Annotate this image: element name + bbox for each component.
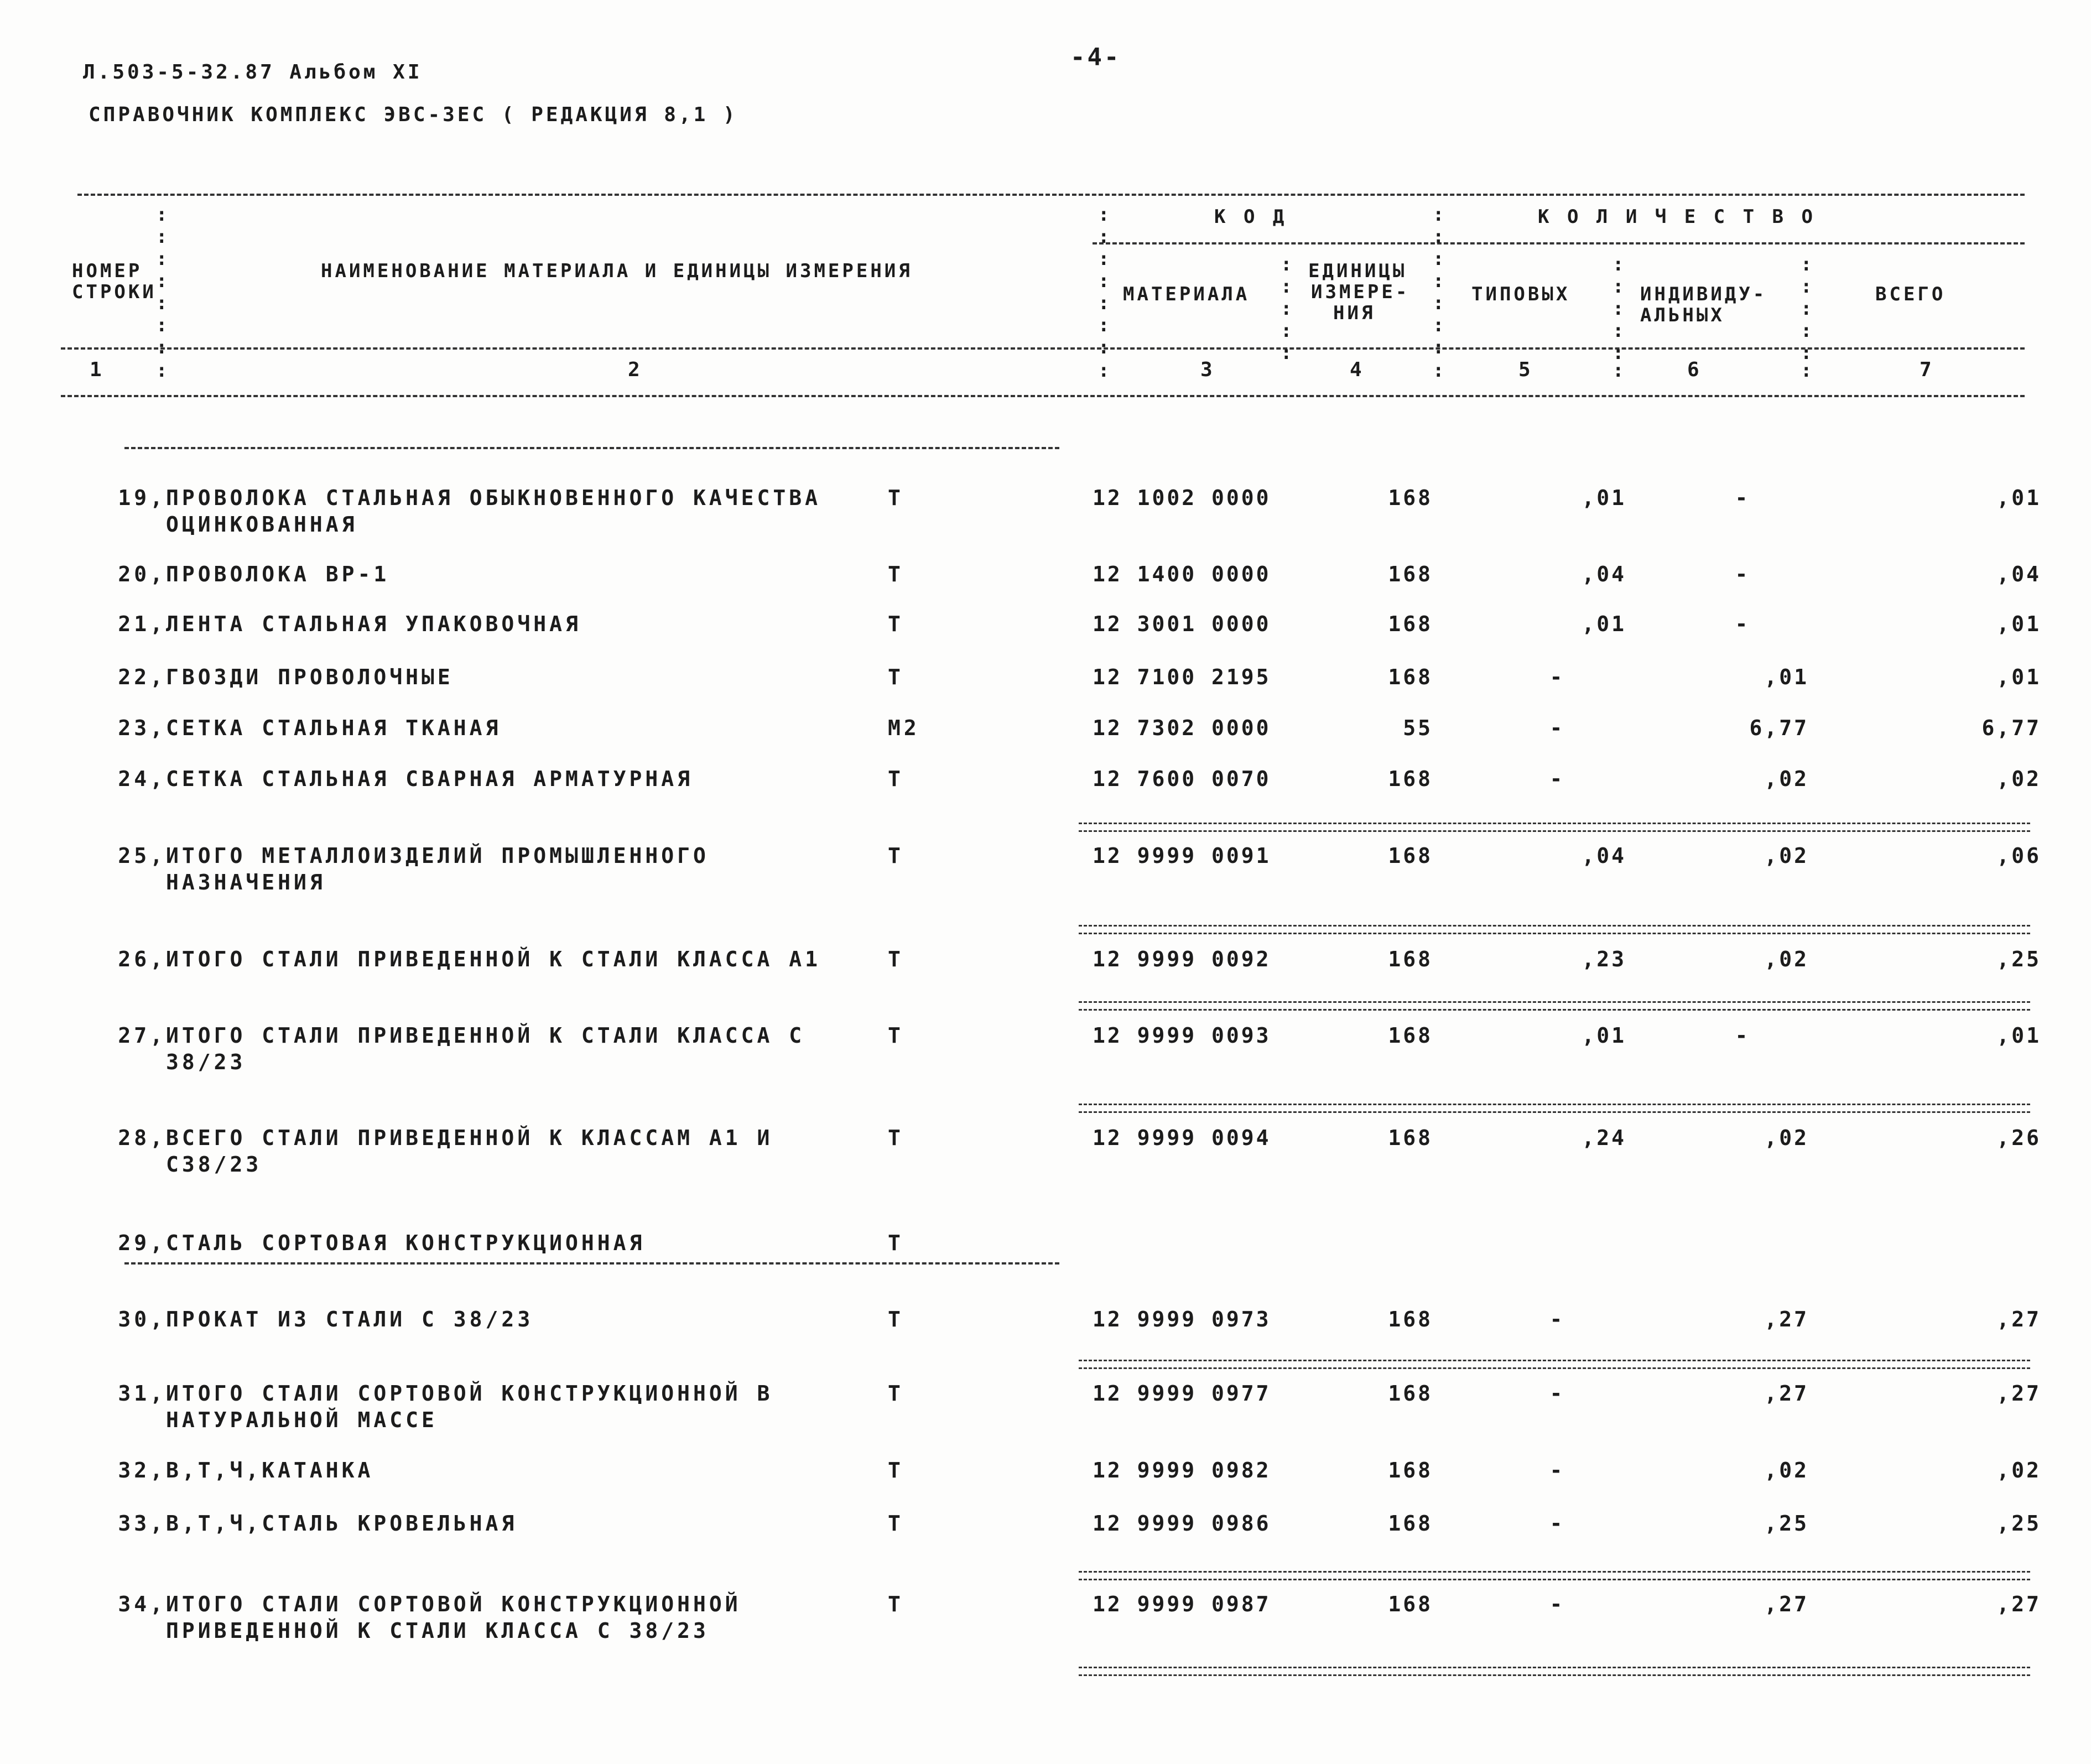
- unit-of-measure: Т: [888, 947, 904, 971]
- material-name: ГВОЗДИ ПРОВОЛОЧНЫЕ: [166, 665, 454, 689]
- header-bottom-rule: [61, 347, 2025, 350]
- total-quantity: ,27: [1996, 1381, 2041, 1406]
- individual-quantity: -: [1735, 562, 1750, 586]
- unit-code: 168: [1388, 1458, 1433, 1482]
- unit-code: 168: [1388, 1511, 1433, 1536]
- header-unit-line2: ИЗМЕРЕ-: [1311, 281, 1410, 303]
- individual-quantity: ,01: [1764, 665, 1809, 689]
- typical-quantity: ,23: [1582, 947, 1626, 971]
- material-name: В,Т,Ч,СТАЛЬ КРОВЕЛЬНАЯ: [166, 1511, 518, 1536]
- row-number: 19,: [118, 486, 166, 510]
- header-separator: : : : : : : :: [156, 204, 168, 358]
- material-code: 12 9999 0977: [1093, 1381, 1271, 1406]
- total-quantity: ,25: [1996, 1511, 2041, 1536]
- total-quantity: ,02: [1996, 767, 2041, 791]
- material-code: 12 7302 0000: [1093, 716, 1271, 740]
- total-quantity: ,27: [1996, 1592, 2041, 1616]
- header-individual-line2: АЛЬНЫХ: [1640, 304, 1725, 326]
- material-name: ПРОВОЛОКА ВР-1: [166, 562, 390, 586]
- material-name: ЛЕНТА СТАЛЬНАЯ УПАКОВОЧНАЯ: [166, 612, 581, 636]
- material-name: ИТОГО СТАЛИ СОРТОВОЙ КОНСТРУКЦИОННОЙ В: [166, 1381, 773, 1406]
- column-number: 6: [1687, 358, 1699, 381]
- material-name: СЕТКА СТАЛЬНАЯ ТКАНАЯ: [166, 716, 502, 740]
- typical-quantity: ,01: [1582, 1023, 1626, 1048]
- unit-of-measure: Т: [888, 562, 904, 586]
- row-number: 21,: [118, 612, 166, 636]
- totals-double-rule: [1079, 1571, 2030, 1580]
- material-name-continued: НАЗНАЧЕНИЯ: [166, 870, 326, 894]
- material-name-continued: С38/23: [166, 1152, 262, 1177]
- document-code: Л.503-5-32.87 Альбом XI: [83, 61, 423, 84]
- material-name: ПРОКАТ ИЗ СТАЛИ С 38/23: [166, 1307, 534, 1331]
- unit-of-measure: Т: [888, 612, 904, 636]
- header-total: ВСЕГО: [1875, 283, 1946, 305]
- material-name: ПРОВОЛОКА СТАЛЬНАЯ ОБЫКНОВЕННОГО КАЧЕСТВА: [166, 486, 821, 510]
- total-quantity: ,25: [1996, 947, 2041, 971]
- material-name: ИТОГО СТАЛИ СОРТОВОЙ КОНСТРУКЦИОННОЙ: [166, 1592, 741, 1616]
- unit-code: 168: [1388, 767, 1433, 791]
- unit-of-measure: Т: [888, 1307, 904, 1331]
- unit-code: 168: [1388, 612, 1433, 636]
- total-quantity: ,27: [1996, 1307, 2041, 1331]
- material-code: 12 9999 0982: [1093, 1458, 1271, 1482]
- typical-quantity: -: [1549, 665, 1565, 689]
- typical-quantity: -: [1549, 1307, 1565, 1331]
- individual-quantity: -: [1735, 486, 1750, 510]
- unit-code: 168: [1388, 1126, 1433, 1150]
- colnum-separator: :: [1613, 360, 1624, 382]
- material-name: ИТОГО МЕТАЛЛОИЗДЕЛИЙ ПРОМЫШЛЕННОГО: [166, 844, 709, 868]
- unit-code: 168: [1388, 486, 1433, 510]
- row-number: 28,: [118, 1126, 166, 1150]
- total-quantity: ,04: [1996, 562, 2041, 586]
- typical-quantity: ,01: [1582, 486, 1626, 510]
- material-code: 12 9999 0987: [1093, 1592, 1271, 1616]
- header-unit-line1: ЕДИНИЦЫ: [1308, 260, 1407, 282]
- material-name-continued: НАТУРАЛЬНОЙ МАССЕ: [166, 1408, 438, 1432]
- totals-double-rule: [1079, 1667, 2030, 1676]
- material-code: 12 3001 0000: [1093, 612, 1271, 636]
- row-number: 26,: [118, 947, 166, 971]
- typical-quantity: -: [1549, 1381, 1565, 1406]
- material-code: 12 9999 0973: [1093, 1307, 1271, 1331]
- typical-quantity: ,01: [1582, 612, 1626, 636]
- code-group-rule: [1093, 242, 2025, 244]
- material-name: ИТОГО СТАЛИ ПРИВЕДЕННОЙ К СТАЛИ КЛАССА С: [166, 1023, 805, 1048]
- material-code: 12 9999 0986: [1093, 1511, 1271, 1536]
- row-number: 22,: [118, 665, 166, 689]
- page-number: -4-: [1070, 43, 1121, 71]
- row-number: 34,: [118, 1592, 166, 1616]
- colnum-separator: :: [156, 360, 168, 382]
- row-number: 24,: [118, 767, 166, 791]
- row-number: 29,: [118, 1231, 166, 1255]
- row-number: 30,: [118, 1307, 166, 1331]
- typical-quantity: -: [1549, 767, 1565, 791]
- document-subtitle: СПРАВОЧНИК КОМПЛЕКС ЭВС-ЗЕС ( РЕДАКЦИЯ 8,1 ): [89, 103, 738, 126]
- column-number: 7: [1920, 358, 1932, 381]
- unit-code: 168: [1388, 1307, 1433, 1331]
- typical-quantity: -: [1549, 1592, 1565, 1616]
- unit-code: 168: [1388, 665, 1433, 689]
- typical-quantity: ,04: [1582, 844, 1626, 868]
- section-rule: [124, 447, 1059, 449]
- total-quantity: ,01: [1996, 486, 2041, 510]
- material-name: В,Т,Ч,КАТАНКА: [166, 1458, 374, 1482]
- row-number: 23,: [118, 716, 166, 740]
- header-separator: : : : : :: [1281, 253, 1292, 364]
- header-code-group: К О Д: [1214, 206, 1288, 228]
- row-number: 32,: [118, 1458, 166, 1482]
- unit-of-measure: Т: [888, 1592, 904, 1616]
- material-code: 12 9999 0091: [1093, 844, 1271, 868]
- individual-quantity: ,02: [1764, 947, 1809, 971]
- individual-quantity: ,27: [1764, 1381, 1809, 1406]
- individual-quantity: -: [1735, 612, 1750, 636]
- material-code: 12 7600 0070: [1093, 767, 1271, 791]
- unit-code: 168: [1388, 1381, 1433, 1406]
- totals-double-rule: [1079, 1360, 2030, 1369]
- material-name: ВСЕГО СТАЛИ ПРИВЕДЕННОЙ К КЛАССАМ А1 И: [166, 1126, 773, 1150]
- total-quantity: ,02: [1996, 1458, 2041, 1482]
- header-unit-line3: НИЯ: [1333, 302, 1376, 324]
- unit-of-measure: Т: [888, 1381, 904, 1406]
- unit-code: 168: [1388, 1592, 1433, 1616]
- total-quantity: ,01: [1996, 612, 2041, 636]
- material-code: 12 1400 0000: [1093, 562, 1271, 586]
- typical-quantity: ,24: [1582, 1126, 1626, 1150]
- individual-quantity: -: [1735, 1023, 1750, 1048]
- material-name-continued: ПРИВЕДЕННОЙ К СТАЛИ КЛАССА С 38/23: [166, 1619, 709, 1643]
- material-name: ИТОГО СТАЛИ ПРИВЕДЕННОЙ К СТАЛИ КЛАССА А1: [166, 947, 821, 971]
- colnum-bottom-rule: [61, 395, 2025, 397]
- individual-quantity: ,02: [1764, 844, 1809, 868]
- unit-code: 168: [1388, 947, 1433, 971]
- material-code: 12 1002 0000: [1093, 486, 1271, 510]
- header-separator: : : : : :: [1801, 253, 1812, 364]
- individual-quantity: ,02: [1764, 1126, 1809, 1150]
- row-number: 27,: [118, 1023, 166, 1048]
- totals-double-rule: [1079, 925, 2030, 934]
- material-code: 12 9999 0092: [1093, 947, 1271, 971]
- unit-of-measure: Т: [888, 665, 904, 689]
- unit-of-measure: Т: [888, 767, 904, 791]
- typical-quantity: ,04: [1582, 562, 1626, 586]
- header-separator: : : : : :: [1613, 253, 1624, 364]
- material-code: 12 9999 0094: [1093, 1126, 1271, 1150]
- material-name: СТАЛЬ СОРТОВАЯ КОНСТРУКЦИОННАЯ: [166, 1231, 646, 1255]
- unit-code: 55: [1403, 716, 1433, 740]
- header-material-name: НАИМЕНОВАНИЕ МАТЕРИАЛА И ЕДИНИЦЫ ИЗМЕРЕНИЯ: [321, 260, 913, 282]
- material-name-continued: 38/23: [166, 1050, 246, 1074]
- totals-double-rule: [1079, 1001, 2030, 1011]
- individual-quantity: ,02: [1764, 767, 1809, 791]
- typical-quantity: -: [1549, 716, 1565, 740]
- row-number: 31,: [118, 1381, 166, 1406]
- unit-of-measure: Т: [888, 1511, 904, 1536]
- colnum-separator: :: [1433, 360, 1444, 382]
- header-typical: ТИПОВЫХ: [1471, 283, 1570, 305]
- total-quantity: ,01: [1996, 665, 2041, 689]
- unit-of-measure: М2: [888, 716, 920, 740]
- material-code: 12 9999 0093: [1093, 1023, 1271, 1048]
- individual-quantity: ,25: [1764, 1511, 1809, 1536]
- unit-code: 168: [1388, 562, 1433, 586]
- section-rule: [124, 1262, 1059, 1265]
- unit-of-measure: Т: [888, 1126, 904, 1150]
- unit-of-measure: Т: [888, 844, 904, 868]
- unit-code: 168: [1388, 1023, 1433, 1048]
- individual-quantity: 6,77: [1749, 716, 1809, 740]
- header-separator: : : : : : : :: [1098, 204, 1110, 358]
- header-row-number-line2: СТРОКИ: [72, 281, 157, 303]
- row-number: 25,: [118, 844, 166, 868]
- typical-quantity: -: [1549, 1458, 1565, 1482]
- unit-of-measure: Т: [888, 486, 904, 510]
- column-number: 4: [1350, 358, 1362, 381]
- total-quantity: ,06: [1996, 844, 2041, 868]
- header-individual-line1: ИНДИВИДУ-: [1640, 283, 1767, 305]
- unit-of-measure: Т: [888, 1023, 904, 1048]
- column-number: 2: [628, 358, 640, 381]
- individual-quantity: ,27: [1764, 1592, 1809, 1616]
- material-code: 12 7100 2195: [1093, 665, 1271, 689]
- unit-of-measure: Т: [888, 1231, 904, 1255]
- typical-quantity: -: [1549, 1511, 1565, 1536]
- individual-quantity: ,02: [1764, 1458, 1809, 1482]
- individual-quantity: ,27: [1764, 1307, 1809, 1331]
- header-separator: : : : : : : :: [1433, 204, 1444, 358]
- colnum-separator: :: [1098, 360, 1110, 382]
- unit-of-measure: Т: [888, 1458, 904, 1482]
- column-number: 5: [1518, 358, 1531, 381]
- column-number: 1: [90, 358, 102, 381]
- totals-double-rule: [1079, 1104, 2030, 1113]
- header-material-code: МАТЕРИАЛА: [1123, 283, 1250, 305]
- totals-double-rule: [1079, 823, 2030, 832]
- material-name: СЕТКА СТАЛЬНАЯ СВАРНАЯ АРМАТУРНАЯ: [166, 767, 693, 791]
- total-quantity: ,26: [1996, 1126, 2041, 1150]
- colnum-separator: :: [1801, 360, 1812, 382]
- header-quantity-group: К О Л И Ч Е С Т В О: [1538, 206, 1816, 228]
- material-name-continued: ОЦИНКОВАННАЯ: [166, 512, 358, 537]
- column-number: 3: [1200, 358, 1213, 381]
- total-quantity: 6,77: [1981, 716, 2041, 740]
- table-top-rule: [77, 194, 2025, 196]
- header-row-number-line1: НОМЕР: [72, 260, 143, 282]
- row-number: 20,: [118, 562, 166, 586]
- unit-code: 168: [1388, 844, 1433, 868]
- total-quantity: ,01: [1996, 1023, 2041, 1048]
- row-number: 33,: [118, 1511, 166, 1536]
